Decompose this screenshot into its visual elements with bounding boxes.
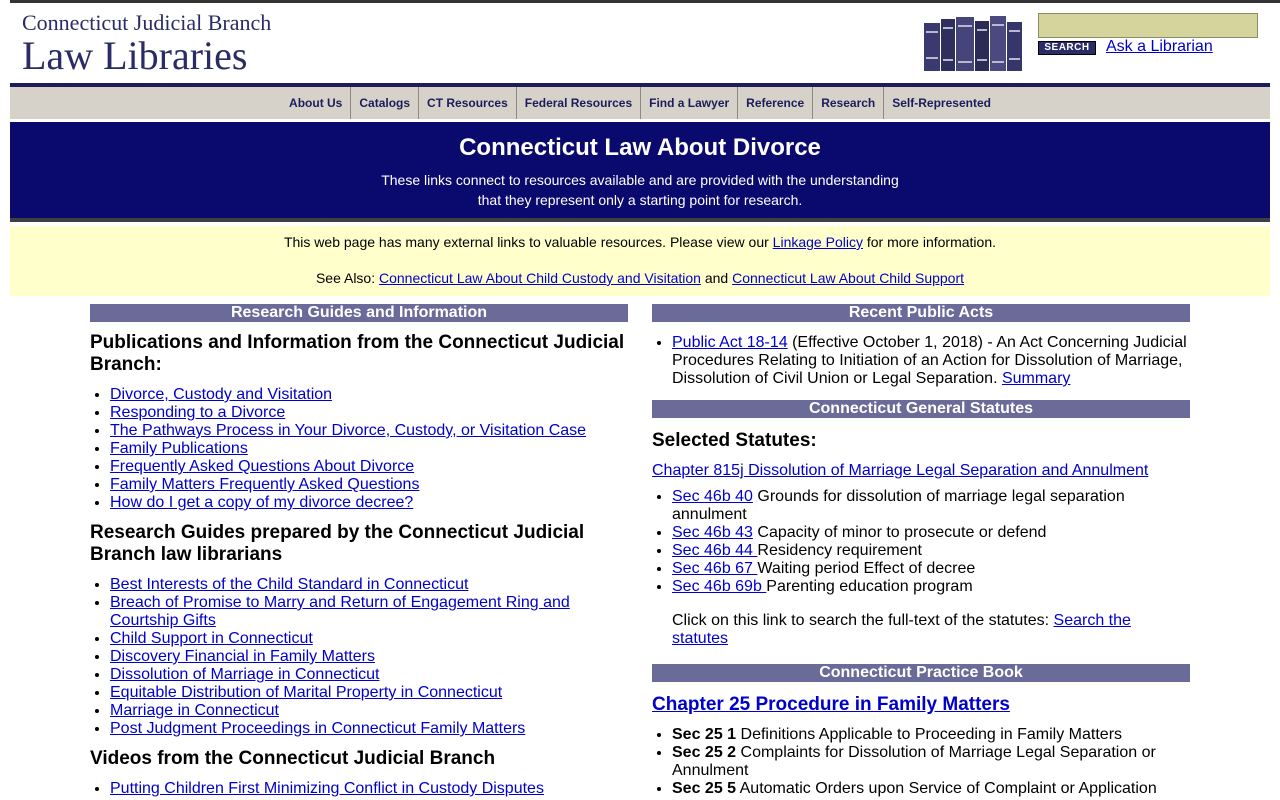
practice-text: Complaints for Dissolution of Marriage Legal Separation or Annulment	[672, 744, 1156, 779]
list-item	[110, 494, 628, 512]
list-item	[110, 476, 628, 494]
statute-link[interactable]: Sec 46b 43	[672, 524, 753, 541]
public-act-text: (Effective October 1, 2018) - An Act Concerning Judicial Procedures Relating to Initiation of an Action for Dissolution of Marriage, Dissolution of Civil Union or Legal Separation.	[672, 334, 1187, 387]
list-item	[110, 702, 628, 720]
notice-text: This web page has many external links to valuable resources. Please view our	[283, 234, 773, 250]
pub-link[interactable]: Responding to a Divorce	[110, 404, 286, 421]
list-item	[672, 334, 1190, 388]
see-also-and: and	[700, 270, 733, 286]
banner-line-1: These links connect to resources available and are provided with the understanding	[381, 172, 899, 188]
list-item	[110, 440, 628, 458]
guide-link[interactable]: Breach of Promise to Marry and Return of Engagement Ring and Courtship Gifts	[110, 594, 570, 629]
list-item	[110, 666, 628, 684]
statute-text: Capacity of minor to prosecute or defend	[752, 524, 1047, 541]
banner-text	[10, 170, 1270, 210]
nav-catalogs[interactable]: Catalogs	[350, 87, 418, 119]
statute-link[interactable]: Sec 46b 69b	[672, 578, 767, 595]
statute-link[interactable]: Sec 46b 67	[672, 560, 758, 577]
list-item	[672, 578, 1190, 596]
statutes-list	[652, 488, 1190, 596]
banner-line-2: that they represent only a starting point for research.	[477, 192, 803, 208]
pub-link[interactable]: Divorce, Custody and Visitation	[110, 386, 333, 403]
guides-list	[90, 576, 628, 738]
chapter-815j-link[interactable]: Chapter 815j Dissolution of Marriage Legal Separation and Annulment	[652, 462, 1149, 479]
child-support-link[interactable]: Connecticut Law About Child Support	[732, 270, 965, 286]
statute-text: Waiting period Effect of decree	[757, 560, 976, 577]
guide-link[interactable]: Equitable Distribution of Marital Property in Connecticut	[110, 684, 503, 701]
practice-list	[652, 726, 1190, 798]
main-nav	[10, 83, 1270, 119]
list-item	[110, 458, 628, 476]
nav-reference[interactable]: Reference	[737, 87, 812, 119]
list-item	[110, 630, 628, 648]
guide-link[interactable]: Post Judgment Proceedings in Connecticut Family Matters	[110, 720, 526, 737]
practice-sec: Sec 25 2	[672, 744, 737, 761]
nav-federal-resources[interactable]: Federal Resources	[516, 87, 640, 119]
list-item	[672, 780, 1190, 798]
pub-link[interactable]: The Pathways Process in Your Divorce, Custody, or Visitation Case	[110, 422, 587, 439]
selected-statutes-heading: Selected Statutes:	[652, 430, 817, 451]
public-act-link[interactable]: Public Act 18-14	[672, 334, 788, 351]
fulltext-search-line	[652, 612, 1190, 648]
guide-link[interactable]: Discovery Financial in Family Matters	[110, 648, 375, 665]
chapter-line	[652, 462, 1190, 480]
publications-heading: Publications and Information from the Connecticut Judicial Branch:	[90, 332, 625, 375]
brand-title: Law Libraries	[22, 33, 248, 78]
practice-heading	[652, 694, 1190, 716]
list-item	[672, 488, 1190, 524]
search-button[interactable]: SEARCH	[1038, 41, 1096, 55]
pub-link[interactable]: Family Matters Frequently Asked Questions	[110, 476, 420, 493]
practice-sec: Sec 25 5	[672, 780, 737, 797]
guides-heading: Research Guides prepared by the Connecticut Judicial Branch law librarians	[90, 522, 585, 565]
statute-text: Residency requirement	[757, 542, 922, 559]
list-item	[110, 648, 628, 666]
pub-link[interactable]: How do I get a copy of my divorce decree?	[110, 494, 414, 511]
ask-librarian-link[interactable]: Ask a Librarian	[1106, 38, 1213, 55]
videos-heading: Videos from the Connecticut Judicial Branch	[90, 748, 496, 769]
list-item	[110, 386, 628, 404]
practice-book-bar: Connecticut Practice Book	[652, 664, 1190, 682]
page-title: Connecticut Law About Divorce	[459, 134, 821, 161]
public-acts-bar: Recent Public Acts	[652, 304, 1190, 322]
nav-ct-resources[interactable]: CT Resources	[418, 87, 516, 119]
statute-text: Grounds for dissolution of marriage legal separation annulment	[672, 488, 1125, 523]
guide-link[interactable]: Best Interests of the Child Standard in Connecticut	[110, 576, 469, 593]
nav-self-represented[interactable]: Self-Represented	[883, 87, 999, 119]
guide-link[interactable]: Child Support in Connecticut	[110, 630, 313, 647]
right-column	[652, 304, 1190, 798]
search-input[interactable]	[1038, 13, 1258, 38]
top-rule	[10, 0, 1280, 3]
left-column	[90, 304, 628, 798]
list-item	[110, 720, 628, 738]
list-item	[110, 684, 628, 702]
chapter-25-link[interactable]: Chapter 25 Procedure in Family Matters	[652, 694, 1010, 715]
nav-research[interactable]: Research	[812, 87, 883, 119]
list-item	[672, 560, 1190, 578]
see-also	[10, 270, 1270, 286]
search-statutes-link[interactable]: Search the statutes	[672, 612, 1131, 647]
videos-list	[90, 780, 628, 798]
practice-text: Automatic Orders upon Service of Complaint or Application	[736, 780, 1157, 797]
list-item	[672, 726, 1190, 744]
child-custody-link[interactable]: Connecticut Law About Child Custody and Visitation	[379, 270, 701, 286]
research-guides-bar: Research Guides and Information	[90, 304, 628, 322]
practice-sec: Sec 25 1	[672, 726, 737, 743]
public-acts-list	[652, 334, 1190, 388]
list-item	[110, 576, 628, 594]
linkage-policy-link[interactable]: Linkage Policy	[772, 234, 863, 250]
site-logo[interactable]	[22, 12, 271, 76]
nav-find-a-lawyer[interactable]: Find a Lawyer	[640, 87, 737, 119]
nav-about-us[interactable]: About Us	[289, 96, 343, 110]
list-item	[672, 744, 1190, 780]
see-also-label: See Also:	[315, 270, 379, 286]
list-item	[110, 404, 628, 422]
notice-text-end: for more information.	[862, 234, 997, 250]
brand-subtitle: Connecticut Judicial Branch	[22, 10, 272, 35]
linkage-notice	[10, 234, 1270, 250]
books-image	[922, 13, 1024, 73]
statute-link[interactable]: Sec 46b 44	[672, 542, 758, 559]
practice-text: Definitions Applicable to Proceeding in Family Matters	[736, 726, 1123, 743]
list-item	[672, 524, 1190, 542]
page-banner	[10, 122, 1270, 222]
list-item	[672, 542, 1190, 560]
publications-list	[90, 386, 628, 512]
summary-link[interactable]: Summary	[1001, 370, 1071, 387]
list-item	[110, 780, 628, 798]
guide-link[interactable]: Dissolution of Marriage in Connecticut	[110, 666, 380, 683]
pub-link[interactable]: Frequently Asked Questions About Divorce	[110, 458, 415, 475]
list-item	[110, 594, 628, 630]
video-link[interactable]: Putting Children First Minimizing Conflict in Custody Disputes	[110, 780, 544, 797]
statute-link[interactable]: Sec 46b 40	[672, 488, 753, 505]
pub-link[interactable]: Family Publications	[110, 440, 248, 457]
notice-box	[10, 226, 1270, 296]
statute-text: Parenting education program	[766, 578, 973, 595]
guide-link[interactable]: Marriage in Connecticut	[110, 702, 279, 719]
list-item	[110, 422, 628, 440]
statutes-bar: Connecticut General Statutes	[652, 400, 1190, 418]
fulltext-text: Click on this link to search the full-text of the statutes:	[672, 612, 1054, 629]
